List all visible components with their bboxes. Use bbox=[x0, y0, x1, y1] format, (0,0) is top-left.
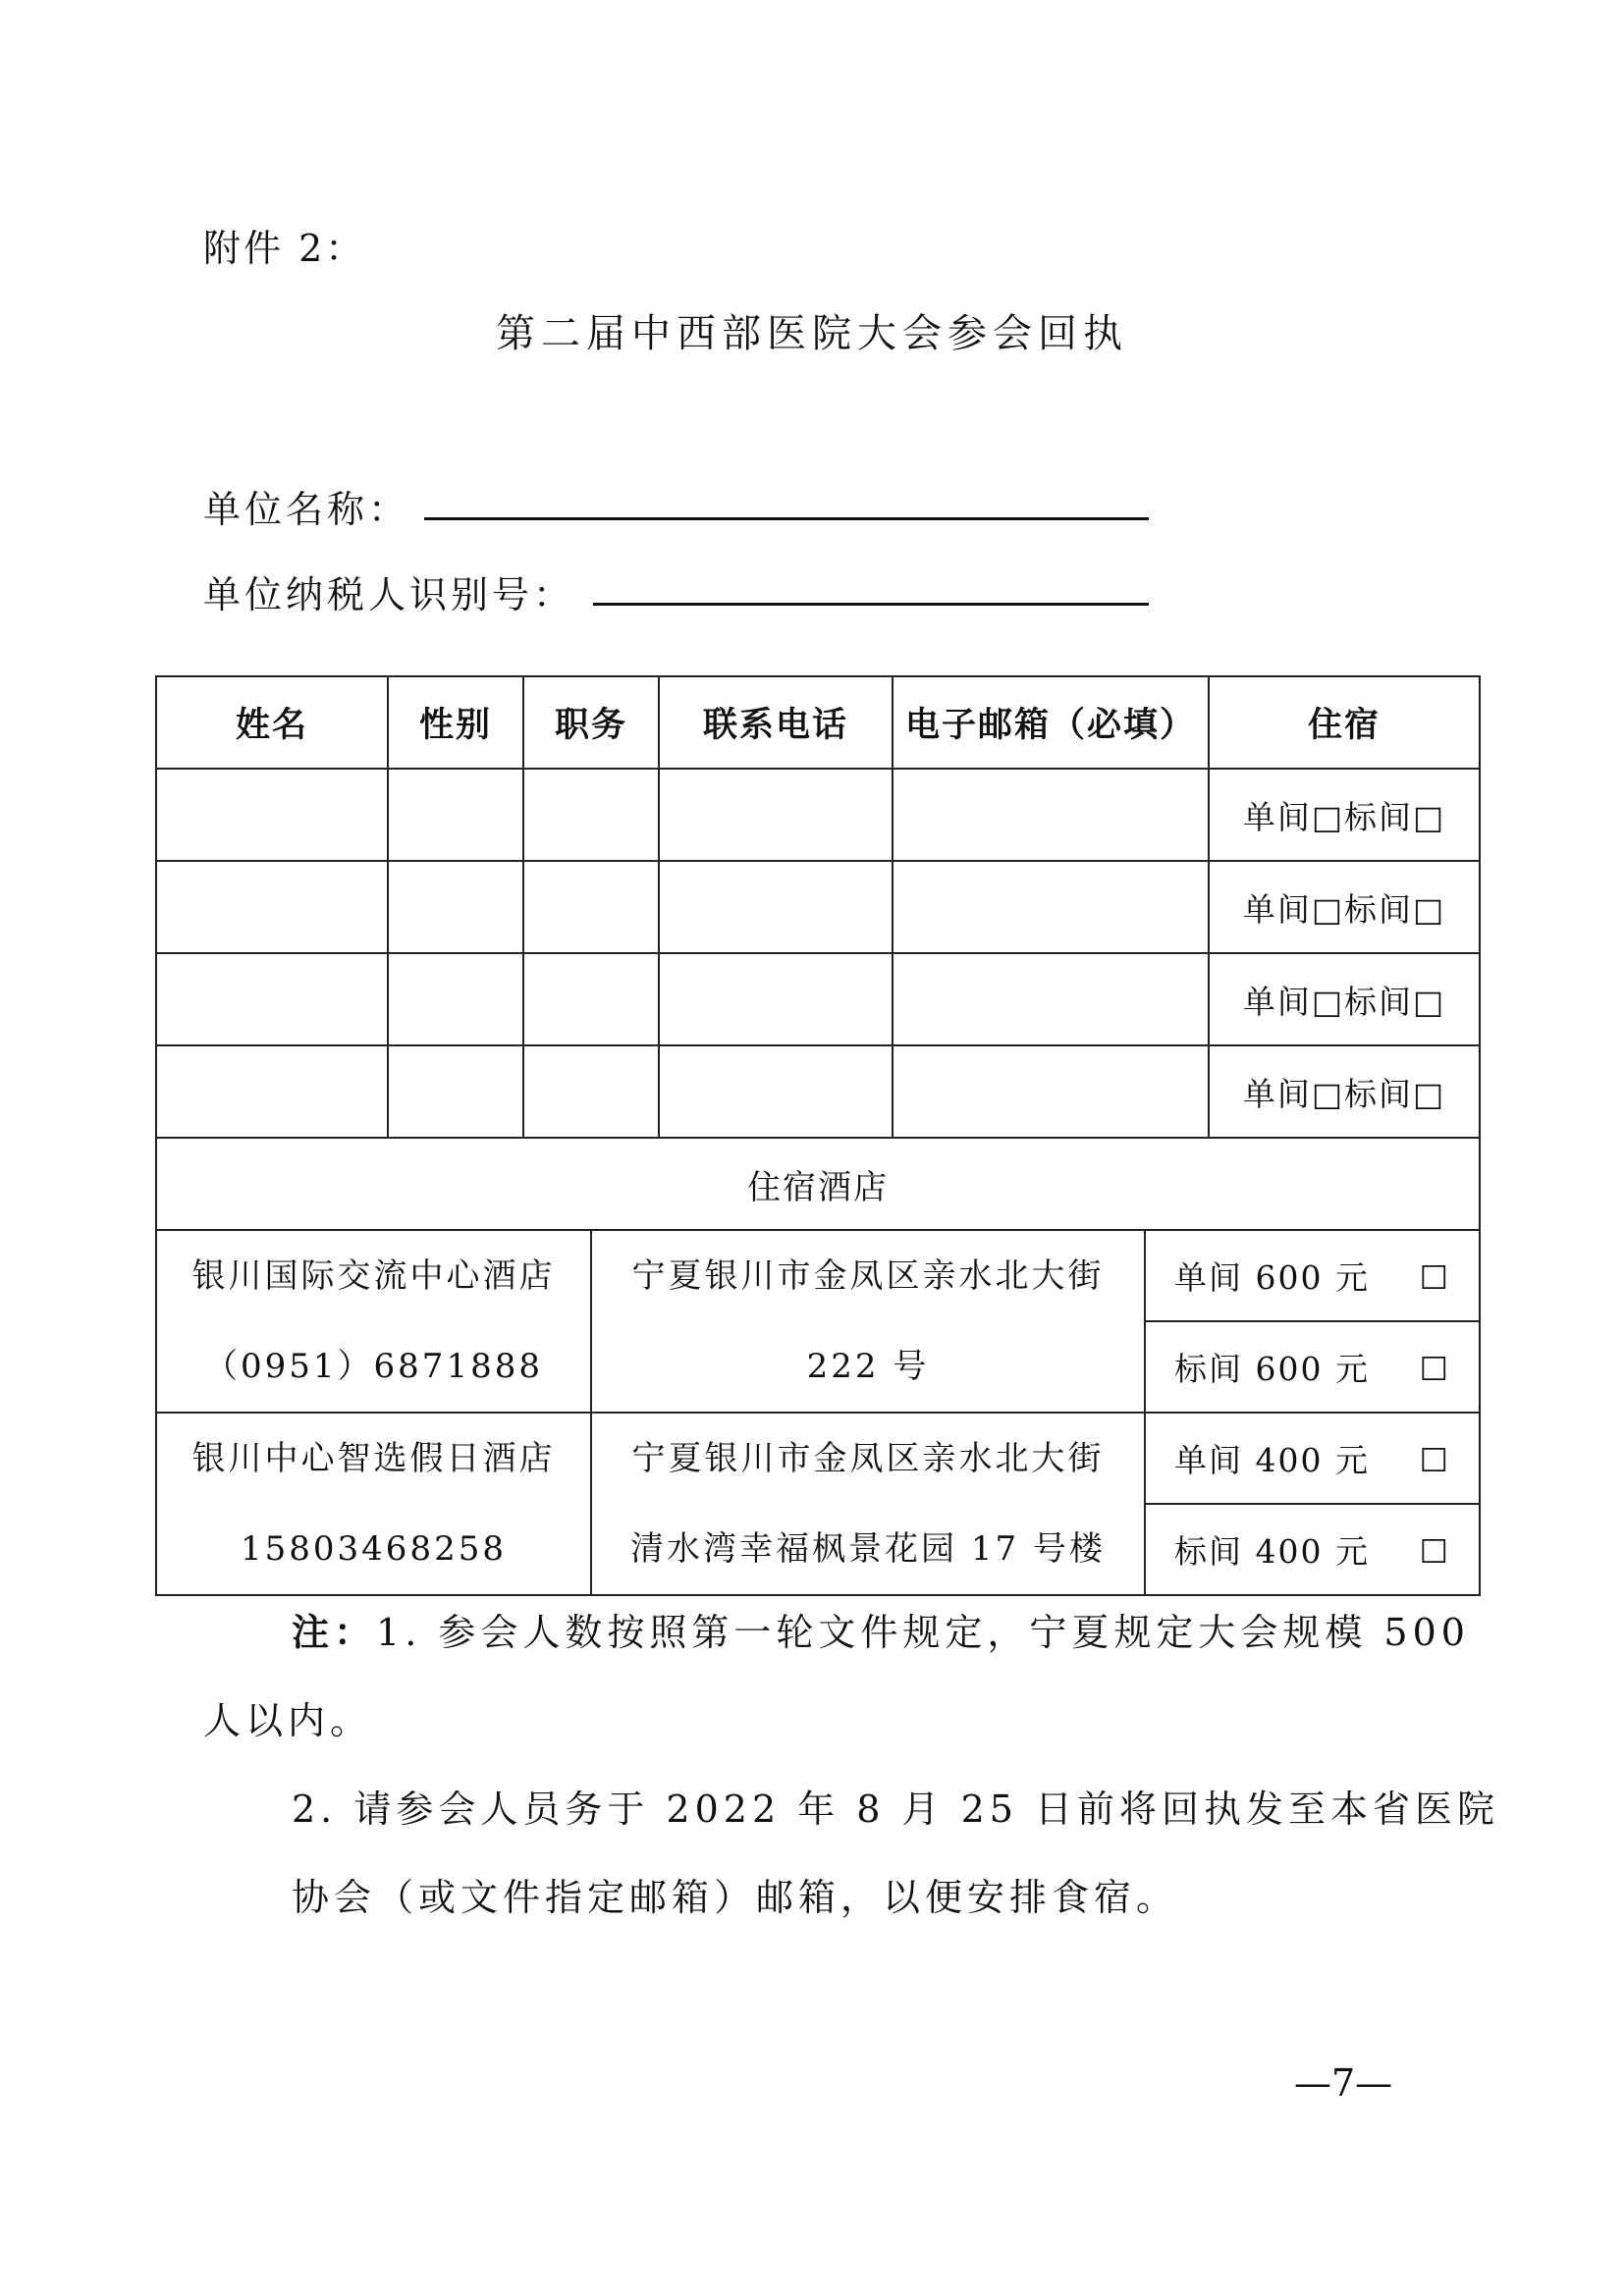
price-option[interactable] bbox=[1145, 1413, 1480, 1504]
checkbox-icon[interactable]: ☐ bbox=[1419, 1258, 1451, 1297]
page-number: —7— bbox=[1294, 2061, 1393, 2105]
hotel-address-line2: 清水湾幸福枫景花园 17 号楼 bbox=[630, 1529, 1106, 1569]
unit-name-field[interactable] bbox=[424, 517, 1149, 520]
hotel-name: 银川国际交流中心酒店 bbox=[191, 1256, 556, 1296]
hotel-address bbox=[591, 1413, 1145, 1595]
page-title: 第二届中西部医院大会参会回执 bbox=[496, 311, 1128, 356]
header-gender: 性别 bbox=[388, 676, 523, 769]
price-option[interactable] bbox=[1145, 1321, 1480, 1413]
note-1-text: 1. 参会人数按照第一轮文件规定，宁夏规定大会规模 500 bbox=[376, 1611, 1470, 1654]
note-1-line-1 bbox=[292, 1588, 1470, 1677]
position-cell[interactable] bbox=[523, 769, 659, 861]
room-option[interactable]: 单间□标间□ bbox=[1209, 769, 1480, 861]
note-1-line-2: 人以内。 bbox=[203, 1699, 373, 1742]
phone-cell[interactable] bbox=[659, 861, 893, 953]
header-lodging: 住宿 bbox=[1209, 676, 1480, 769]
unit-name-label: 单位名称： bbox=[203, 488, 410, 531]
header-email: 电子邮箱（必填） bbox=[893, 676, 1209, 769]
note-2-line-1: 2. 请参会人员务于 2022 年 8 月 25 日前将回执发至本省医院 bbox=[292, 1788, 1500, 1831]
gender-cell[interactable] bbox=[388, 1045, 523, 1138]
price-label: 标间 600 元 bbox=[1173, 1350, 1370, 1388]
email-cell[interactable] bbox=[893, 953, 1209, 1045]
position-cell[interactable] bbox=[523, 861, 659, 953]
table-row bbox=[156, 1045, 1480, 1138]
price-label: 单间 400 元 bbox=[1173, 1441, 1370, 1479]
hotel-name: 银川中心智选假日酒店 bbox=[191, 1439, 556, 1478]
checkbox-icon[interactable]: ☐ bbox=[1419, 1441, 1451, 1479]
checkbox-icon[interactable]: ☐ bbox=[1419, 1532, 1451, 1571]
hotel-address-line2: 222 号 bbox=[806, 1347, 930, 1386]
gender-cell[interactable] bbox=[388, 861, 523, 953]
hotel-address-line1: 宁夏银川市金凤区亲水北大街 bbox=[631, 1439, 1105, 1478]
table-row bbox=[156, 861, 1480, 953]
price-option[interactable] bbox=[1145, 1230, 1480, 1321]
table-row bbox=[156, 769, 1480, 861]
hotel-address bbox=[591, 1230, 1145, 1413]
checkbox-icon[interactable]: ☐ bbox=[1419, 1350, 1451, 1388]
hotel-phone: （0951）6871888 bbox=[204, 1347, 543, 1386]
hotel-row bbox=[156, 1230, 1480, 1321]
name-cell[interactable] bbox=[156, 769, 388, 861]
note-2-line-2: 协会（或文件指定邮箱）邮箱，以便安排食宿。 bbox=[292, 1876, 1179, 1919]
hotel-info bbox=[156, 1413, 591, 1595]
room-option[interactable]: 单间□标间□ bbox=[1209, 953, 1480, 1045]
header-position: 职务 bbox=[523, 676, 659, 769]
price-label: 标间 400 元 bbox=[1173, 1532, 1370, 1571]
gender-cell[interactable] bbox=[388, 953, 523, 1045]
position-cell[interactable] bbox=[523, 1045, 659, 1138]
position-cell[interactable] bbox=[523, 953, 659, 1045]
room-option[interactable]: 单间□标间□ bbox=[1209, 861, 1480, 953]
name-cell[interactable] bbox=[156, 1045, 388, 1138]
room-option[interactable]: 单间□标间□ bbox=[1209, 1045, 1480, 1138]
phone-cell[interactable] bbox=[659, 769, 893, 861]
table-header-row bbox=[156, 676, 1480, 769]
price-option[interactable] bbox=[1145, 1504, 1480, 1595]
hotel-section-row bbox=[156, 1138, 1480, 1230]
tax-id-field[interactable] bbox=[593, 603, 1149, 606]
hotel-table bbox=[155, 1137, 1481, 1596]
hotel-section-title: 住宿酒店 bbox=[156, 1138, 1480, 1230]
email-cell[interactable] bbox=[893, 1045, 1209, 1138]
price-label: 单间 600 元 bbox=[1173, 1258, 1370, 1297]
hotel-row bbox=[156, 1413, 1480, 1504]
email-cell[interactable] bbox=[893, 769, 1209, 861]
phone-cell[interactable] bbox=[659, 953, 893, 1045]
header-phone: 联系电话 bbox=[659, 676, 893, 769]
tax-id-label: 单位纳税人识别号： bbox=[203, 573, 575, 616]
table-row bbox=[156, 953, 1480, 1045]
name-cell[interactable] bbox=[156, 953, 388, 1045]
note-label: 注： bbox=[292, 1610, 377, 1654]
hotel-phone: 15803468258 bbox=[241, 1529, 507, 1569]
gender-cell[interactable] bbox=[388, 769, 523, 861]
hotel-info bbox=[156, 1230, 591, 1413]
header-name: 姓名 bbox=[156, 676, 388, 769]
name-cell[interactable] bbox=[156, 861, 388, 953]
registration-table bbox=[155, 675, 1481, 1139]
hotel-address-line1: 宁夏银川市金凤区亲水北大街 bbox=[631, 1256, 1105, 1296]
email-cell[interactable] bbox=[893, 861, 1209, 953]
attachment-label: 附件 2： bbox=[203, 227, 366, 270]
phone-cell[interactable] bbox=[659, 1045, 893, 1138]
